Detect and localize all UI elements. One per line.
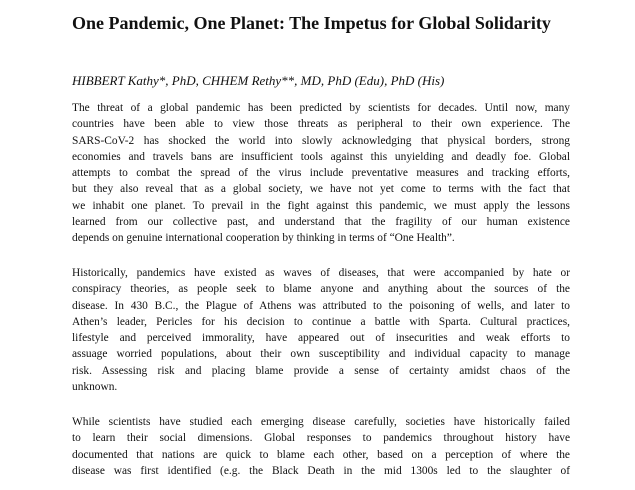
- text-line: attempts to combat the spread of the virus include preventative measures and tracking efforts,: [72, 167, 570, 180]
- text-line: While scientists have studied each emerging disease carefully, societies have historically failed: [72, 416, 570, 428]
- text-line: Athen’s leader, Pericles for his decision to continue a battle with Sparta. Cultural practices,: [72, 315, 570, 328]
- text-line: lifestyle and perceived immorality, have appeared out of insecurities and weak efforts to: [72, 332, 570, 345]
- body-paragraph-3: [72, 414, 570, 479]
- text-line: unknown.: [72, 381, 118, 394]
- text-line: disease was first identified (e.g. the Black Death in the mid 1300s led to the slaughter of: [72, 464, 570, 477]
- text-line: The threat of a global pandemic has been predicted by scientists for decades. Until now, many: [72, 102, 570, 114]
- author-line: HIBBERT Kathy*, PhD, CHHEM Rethy**, MD, PhD (Edu), PhD (His): [72, 73, 445, 88]
- text-line: we inhabit one planet. To prevail in the fight against this pandemic, we must apply the lessons: [72, 199, 570, 212]
- paper-title: One Pandemic, One Planet: The Impetus for Global Solidarity: [72, 13, 551, 33]
- text-line: disease. In 430 B.C., the Plague of Athens was attributed to the poisoning of wells, and later to: [72, 299, 570, 312]
- text-line: learned from our collective past, and understand that the fragility of our human existence: [72, 216, 570, 229]
- text-line: depends on genuine international cooperation by thinking in terms of “One Health”.: [72, 232, 455, 245]
- text-line: assuage worried populations, about their own susceptibility and individual capacity to manage: [72, 348, 570, 361]
- text-line: documented that nations are quick to blame each other, based on a perception of where the: [72, 448, 570, 461]
- text-line: SARS-CoV-2 has shocked the world into slowly acknowledging that physical borders, strong: [72, 134, 570, 147]
- text-line: conspiracy theories, as people seek to blame anyone and anything about the sources of the: [72, 283, 570, 296]
- text-line: but they also reveal that as a global society, we have not yet come to terms with the fact that: [72, 183, 570, 196]
- text-line: countries have been able to view those threats as peripheral to their own experience. The: [72, 118, 570, 131]
- text-line: to learn their social dimensions. Global responses to pandemics throughout history have: [72, 432, 570, 445]
- text-line: economies and travels bans are insufficient tools against this unyielding and deadly foe. Global: [72, 150, 570, 163]
- text-line: risk. Assessing risk and placing blame provide a sense of certainty amidst chaos of the: [72, 364, 570, 377]
- body-paragraph-2: [72, 265, 570, 395]
- text-line: Historically, pandemics have existed as waves of diseases, that were accompanied by hate or: [72, 267, 570, 279]
- body-paragraph-1: [72, 100, 570, 247]
